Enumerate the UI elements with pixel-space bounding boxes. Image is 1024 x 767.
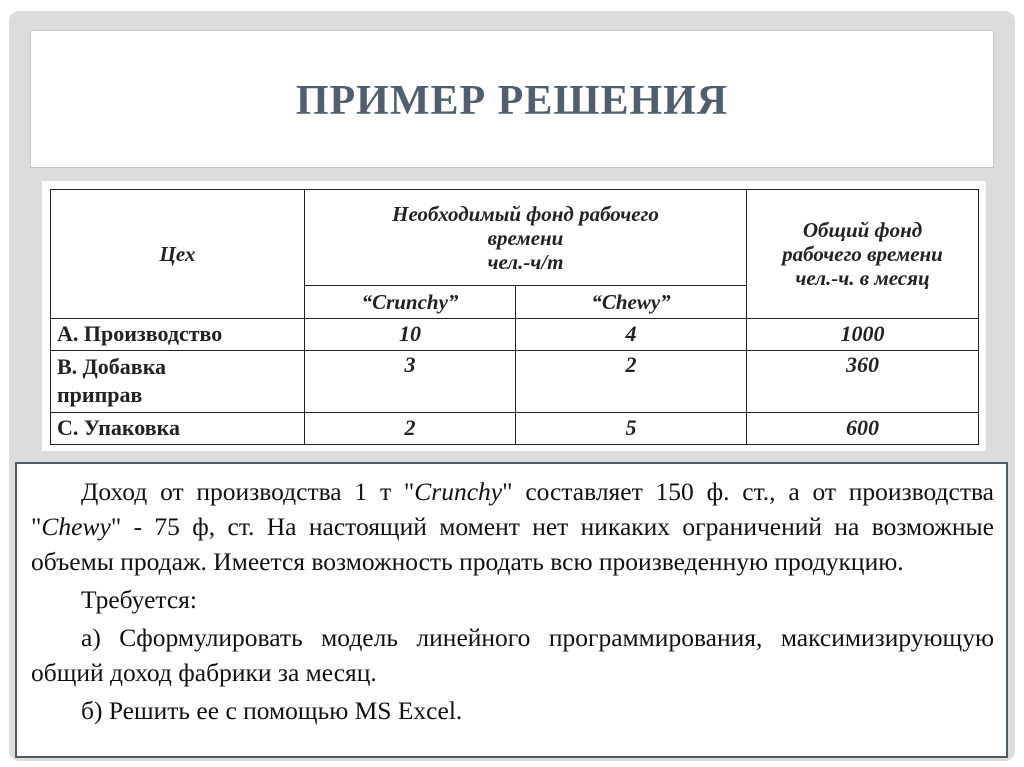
paragraph-task-b: б) Решить ее с помощью MS Excel. [81, 696, 463, 725]
header-workshop: Цех [51, 190, 305, 319]
cell-total: 1000 [747, 318, 979, 350]
problem-text-box [15, 462, 1008, 758]
table-row [51, 412, 979, 444]
header-total-line2: рабочего времени [782, 241, 943, 266]
cell-chewy: 5 [516, 412, 747, 444]
subheader-crunchy: “Crunchy” [305, 286, 516, 318]
data-table [50, 189, 979, 445]
header-total-line3: чел.-ч. в месяц [795, 265, 930, 290]
header-required-line1: Необходимый фонд рабочего [392, 201, 659, 226]
cell-total: 360 [747, 350, 979, 412]
cell-crunchy: 3 [305, 350, 516, 412]
table-row [51, 318, 979, 350]
cell-crunchy: 10 [305, 318, 516, 350]
row-label-production: А. Производство [51, 318, 305, 350]
cell-total: 600 [747, 412, 979, 444]
header-total [747, 190, 979, 319]
header-required-line2: времени [487, 225, 564, 250]
row-label-packaging: С. Упаковка [51, 412, 305, 444]
header-required [305, 190, 747, 286]
subheader-chewy: “Chewy” [516, 286, 747, 318]
cell-chewy: 4 [516, 318, 747, 350]
chewy-name: Chewy [41, 512, 111, 541]
title-box [30, 30, 994, 168]
paragraph-task-a: а) Сформулировать модель линейного программирования, максимизирующую общий доход фабрики за месяц. [31, 623, 994, 687]
header-required-line3: чел.-ч/т [487, 249, 564, 274]
crunchy-name: Crunchy [414, 477, 503, 506]
table-image-box [42, 181, 986, 451]
paragraph-required: Требуется: [81, 585, 197, 614]
row-label-seasoning [51, 350, 305, 412]
cell-chewy: 2 [516, 350, 747, 412]
cell-crunchy: 2 [305, 412, 516, 444]
header-total-line1: Общий фонд [802, 217, 923, 242]
table-row [51, 350, 979, 412]
table-header-row [51, 190, 979, 286]
paragraph-income: Доход от производства 1 т "Crunchy" составляет 150 ф. ст., а от производства "Chewy" - 75 ф, ст. На настоящий момент нет никаких ограничений на возможные объемы продаж. Имеется возможность продать всю произведенную продукцию. [31, 477, 994, 576]
page-title: ПРИМЕР РЕШЕНИЯ [295, 78, 729, 124]
row-label-seasoning-line1: В. Добавка [57, 354, 167, 380]
row-label-seasoning-line2: приправ [57, 382, 143, 408]
